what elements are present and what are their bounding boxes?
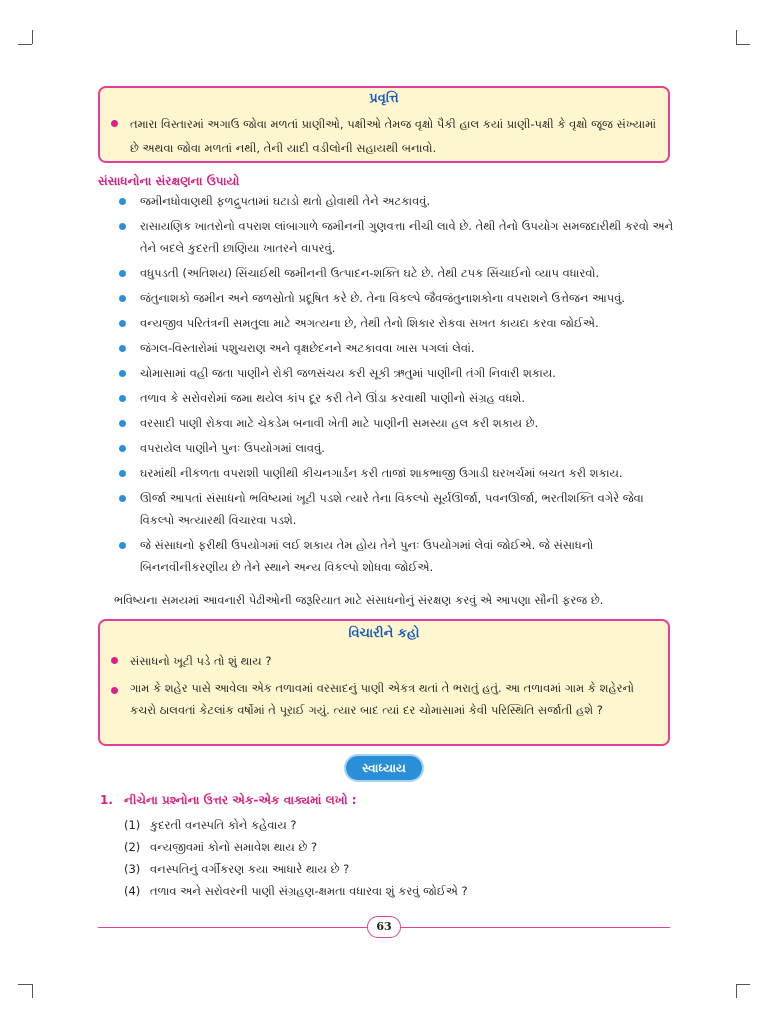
question-item-text: કુદરતી વનસ્પતિ કોને કહેવાય ? xyxy=(150,818,297,832)
question-number: 1. xyxy=(100,793,113,807)
list-item xyxy=(114,337,674,359)
list-item xyxy=(114,437,674,459)
list-item-text: ઊર્જા આપતાં સંસાધનો ભવિષ્યમાં ખૂટી પડશે ત્યારે તેના વિકલ્પો સૂર્યઊર્જા, પવનઊર્જા, ભરતીશક્તિ વગેરે જેવા વિકલ્પો અત્યારથી વિચારવા પડશે. xyxy=(140,491,644,527)
list-item-text: રાસાયણિક ખાતરોનો વપરાશ લાંબાગાળે જમીનની ગુણવત્તા નીચી લાવે છે. તેથી તેનો ઉપયોગ સમજદારીથી કરવો અને તેને બદલે કુદરતી છાણિયા ખાતરને વાપરવું. xyxy=(140,219,674,255)
bullet-icon xyxy=(119,495,126,502)
list-item xyxy=(114,387,674,409)
activity-box-text: તમારા વિસ્તારમાં અગાઉ જોવા મળતાં પ્રાણીઓ, પક્ષીઓ તેમજ વૃક્ષો પૈકી હાલ કયાં પ્રાણી-પક્ષી કે વૃક્ષો જૂજ સંખ્યામાં છે અથવા જોવા મળતાં નથી, તેની યાદી વડીલોની સહાયથી બનાવો. xyxy=(130,117,657,155)
question-item-text: વનસ્પતિનું વર્ગીકરણ કયા આધારે થાય છે ? xyxy=(150,862,350,876)
question-list xyxy=(124,814,644,902)
crop-mark-bottom-right-v xyxy=(736,984,737,998)
question-item-number: (2) xyxy=(124,840,141,854)
list-item-text: જે સંસાધનો ફરીથી ઉપયોગમાં લઈ શકાય તેમ હોય તેને પુનઃ ઉપયોગમાં લેવાં જોઈએ. જે સંસાધનો બિનનવીનીકરણીય છે તેને સ્થાને અન્ય વિકલ્પો શોધવા જોઈએ. xyxy=(140,538,594,574)
think-question-2: ગામ કે શહેર પાસે આવેલા એક તળાવમાં વરસાદનું પાણી એકત્ર થતાં તે ભરાતું હતું. આ તળાવમાં ગામ કે શહેરનો કચરો ઠાલવતાં કેટલાંક વર્ષોમાં તે પૂરાઈ ગયું. ત્યાર બાદ ત્યાં દર ચોમાસામાં કેવી પરિસ્થિતિ સર્જાતી હશે ? xyxy=(130,681,635,717)
question-item xyxy=(124,836,644,858)
bullet-icon xyxy=(119,198,126,205)
section-heading: સંસાધનોના સંરક્ષણના ઉપાયો xyxy=(98,174,240,188)
list-item xyxy=(114,534,674,578)
list-item xyxy=(114,362,674,384)
list-item-text: ઘરમાંથી નીકળતા વપરાશી પાણીથી કીચનગાર્ડન કરી તાજાં શાકભાજી ઉગાડી ઘરખર્ચમાં બચત કરી શકાય. xyxy=(140,466,623,480)
list-item-text: જંતુનાશકો જમીન અને જળસ્રોતો પ્રદૂષિત કરે છે. તેના વિકલ્પે જૈવજંતુનાશકોના વપરાશને ઉત્તેજન આપવું. xyxy=(140,291,626,305)
crop-mark-bottom-right-h xyxy=(736,984,750,985)
question-item xyxy=(124,858,644,880)
bullet-icon xyxy=(119,345,126,352)
list-item-text: વપરાયેલ પાણીને પુનઃ ઉપયોગમાં લાવવું. xyxy=(140,441,325,455)
list-item xyxy=(114,462,674,484)
question-item-number: (3) xyxy=(124,862,141,876)
list-item-text: ચોમાસામાં વહી જતા પાણીને રોકી જળસંચય કરી સૂકી ઋતુમાં પાણીની તંગી નિવારી શકાય. xyxy=(140,366,556,380)
question-item-number: (1) xyxy=(124,818,141,832)
list-item xyxy=(114,412,674,434)
question-item-text: વન્યજીવમાં કોનો સમાવેશ થાય છે ? xyxy=(150,840,318,854)
list-item-text: વન્યજીવ પરિતંત્રની સમતુલા માટે અગત્યના છે, તેથી તેનો શિકાર રોકવા સખત કાયદા કરવા જોઈએ. xyxy=(140,316,599,330)
bullet-icon xyxy=(119,420,126,427)
bullet-icon xyxy=(119,445,126,452)
list-item-text: તળાવ કે સરોવરોમાં જમા થયેલ કાંપ દૂર કરી તેને ઊંડા કરવાથી પાણીનો સંગ્રહ વધશે. xyxy=(140,391,526,405)
question-item xyxy=(124,814,644,836)
bullet-icon xyxy=(119,470,126,477)
question-heading-text: નીચેના પ્રશ્નોના ઉત્તર એક-એક વાક્યમાં લખો : xyxy=(124,793,357,807)
bullet-icon xyxy=(119,270,126,277)
bullet-icon xyxy=(111,687,118,694)
list-item-text: જંગલ-વિસ્તારોમાં પશુચરાણ અને વૃક્ષછેદનને અટકાવવા ખાસ પગલાં લેવાં. xyxy=(140,341,475,355)
list-item xyxy=(114,487,674,531)
crop-mark-top-right-v xyxy=(736,30,737,44)
crop-mark-top-right-h xyxy=(736,44,750,45)
list-item xyxy=(114,215,674,259)
list-item-text: વરસાદી પાણી રોકવા માટે ચેકડેમ બનાવી ખેતી માટે પાણીની સમસ્યા હલ કરી શકાય છે. xyxy=(140,416,539,430)
list-item xyxy=(114,287,674,309)
bullet-icon xyxy=(119,295,126,302)
bullet-icon xyxy=(119,223,126,230)
closing-text: ભવિષ્યના સમયમાં આવનારી પેઢીઓની જરૂરિયાત માટે સંસાધનોનું સંરક્ષણ કરવું એ આપણા સૌની ફરજ છે. xyxy=(114,593,604,607)
bullet-icon xyxy=(111,120,118,127)
list-item xyxy=(114,312,674,334)
list-item xyxy=(114,190,674,212)
exercise-label: સ્વાધ્યાય xyxy=(344,754,424,782)
bullet-icon xyxy=(119,320,126,327)
crop-mark-bottom-left-v xyxy=(32,984,33,998)
bullet-icon xyxy=(119,395,126,402)
think-box-title: વિચારીને કહો xyxy=(348,626,420,641)
list-item-text: જમીનધોવાણથી ફળદ્રુપતામાં ઘટાડો થતો હોવાથી તેને અટકાવવું. xyxy=(140,194,431,208)
question-heading xyxy=(100,793,357,808)
page-number: 63 xyxy=(367,916,401,938)
bullet-icon xyxy=(111,657,118,664)
list-item-text: વધુપડતી (અતિશય) સિંચાઈથી જમીનની ઉત્પાદન-શક્તિ ઘટે છે. તેથી ટપક સિંચાઈનો વ્યાપ વધારવો. xyxy=(140,266,600,280)
bullet-icon xyxy=(119,542,126,549)
list-item xyxy=(114,262,674,284)
crop-mark-top-left-h xyxy=(18,44,32,45)
conservation-measures-list xyxy=(114,190,674,581)
activity-box xyxy=(98,86,670,163)
activity-box-title: પ્રવૃત્તિ xyxy=(369,91,399,106)
think-question-1: સંસાધનો ખૂટી પડે તો શું થાય ? xyxy=(130,654,272,668)
question-item-number: (4) xyxy=(124,884,141,898)
question-item-text: તળાવ અને સરોવરની પાણી સંગ્રહણ-ક્ષમતા વધારવા શું કરવું જોઈએ ? xyxy=(150,884,468,898)
bullet-icon xyxy=(119,370,126,377)
crop-mark-bottom-left-h xyxy=(18,984,32,985)
crop-mark-top-left-v xyxy=(32,30,33,44)
question-item xyxy=(124,880,644,902)
think-box xyxy=(98,619,670,746)
